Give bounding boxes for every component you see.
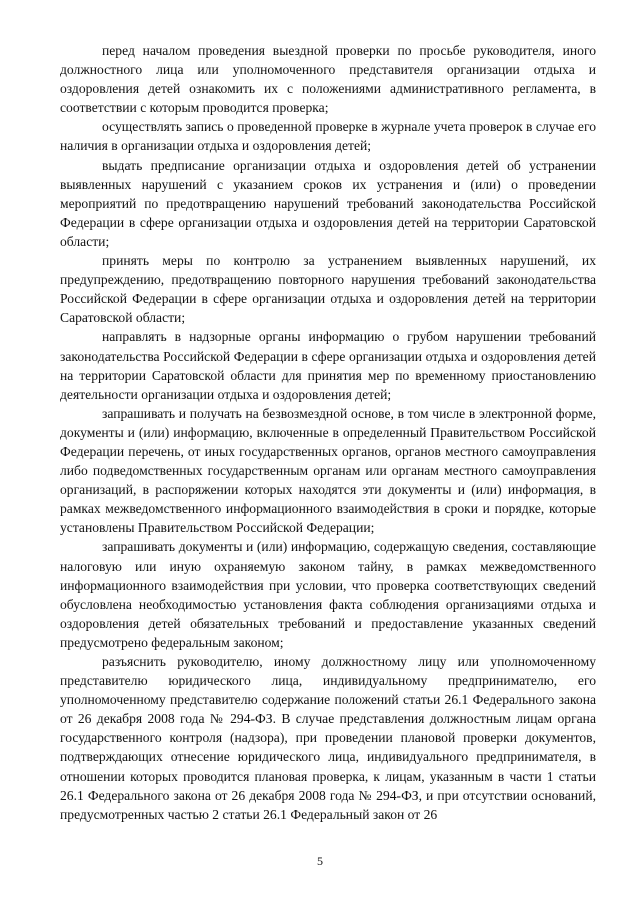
paragraph-issue-order: выдать предписание организации отдыха и оздоровления детей об устранении выявленных нарушений с указанием сроков их устранения и (или) о проведении мероприятий по предотвращению нарушений требований законодательства Российской Федерации в сфере организации отдыха и оздоровления детей на территории Саратовской области; [60,157,596,249]
paragraph-explain-article: разъяснить руководителю, иному должностному лицу или уполномоченному представителю юридического лица, индивидуальному предпринимателю, его уполномоченному представителю содержание положений статьи 26.1 Федерального закона от 26 декабря 2008 года № 294-ФЗ. В случае представления должностным лицам органа государственного контроля (надзора), при проведении плановой проверки документов, подтверждающих отнесение юридического лица, индивидуального предпринимателя, в отношении которых проводится плановая проверка, к лицам, указанным в части 1 статьи 26.1 Федерального закона от 26 декабря 2008 года № 294-ФЗ, и при отсутствии оснований, предусмотренных частью 2 статьи 26.1 Федеральный закон от 26 [60,654,596,822]
page-number: 5 [317,854,323,868]
paragraph-familiarize-regulation: перед началом проведения выездной проверки по просьбе руководителя, иного должностного лица или уполномоченного представителя организации отдыха и оздоровления детей ознакомить их с положениями административного регламента, в соответствии с которым проводится проверка; [60,43,596,116]
paragraph-request-secret-info: запрашивать документы и (или) информацию, содержащую сведения, составляющие налоговую или иную охраняемую законом тайну, в рамках межведомственного информационного взаимодействия при условии, что проверка соответствующих сведений обусловлена необходимостью установления факта соблюдения организациями отдыха и оздоровления детей обязательных требований и предоставление указанных сведений предусмотрено федеральным законом; [60,539,596,650]
paragraph-request-free-documents: запрашивать и получать на безвозмездной основе, в том числе в электронной форме, документы и (или) информацию, включенные в определенный Правительством Российской Федерации перечень, от иных государственных органов, органов местного самоуправления либо подведомственных государственным органам или органам местного самоуправления организаций, в распоряжении которых находятся эти документы и (или) информация, в рамках межведомственного информационного взаимодействия в сроки и порядке, которые установлены Правительством Российской Федерации; [60,405,596,536]
document-body [60,41,596,824]
paragraph-inspection-log: осуществлять запись о проведенной проверке в журнале учета проверок в случае его наличия в организации отдыха и оздоровления детей; [60,119,596,154]
paragraph-control-measures: принять меры по контролю за устранением выявленных нарушений, их предупреждению, предотвращению повторного нарушения требований законодательства Российской Федерации в сфере организации отдыха и оздоровления детей на территории Саратовской области; [60,253,596,326]
paragraph-supervisory-bodies: направлять в надзорные органы информацию о грубом нарушении требований законодательства Российской Федерации в сфере организации отдыха и оздоровления детей на территории Саратовской области для принятия мер по временному приостановлению деятельности организации отдыха и оздоровления детей; [60,329,596,402]
